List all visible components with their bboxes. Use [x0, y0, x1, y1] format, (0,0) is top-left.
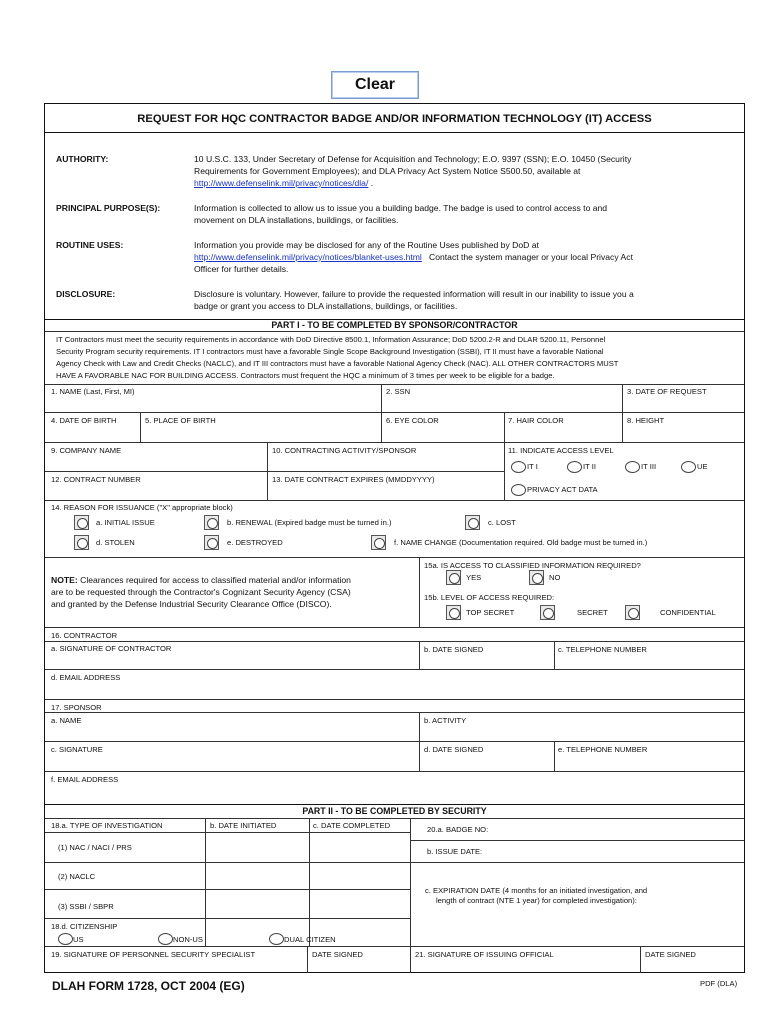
- sponsor-name-label: a. NAME: [51, 716, 82, 725]
- contractor-phone-field[interactable]: [556, 655, 743, 669]
- clear-button[interactable]: Clear: [331, 71, 419, 99]
- inv-nac-label: (1) NAC / NACI / PRS: [58, 843, 132, 852]
- sponsor-email-field[interactable]: [46, 786, 743, 800]
- it3-radio[interactable]: [625, 461, 640, 473]
- pob-field[interactable]: [142, 428, 380, 442]
- confidential-label: CONFIDENTIAL: [660, 608, 716, 617]
- ue-radio[interactable]: [681, 461, 696, 473]
- stolen-label: d. STOLEN: [96, 538, 135, 547]
- classified-no-checkbox[interactable]: [529, 570, 544, 585]
- citizen-dual-radio[interactable]: [269, 933, 284, 945]
- expiration-date-line1: c. EXPIRATION DATE (4 months for an initiated investigation, and: [425, 886, 648, 895]
- purpose-label: PRINCIPAL PURPOSE(S):: [56, 203, 161, 213]
- contractor-date-field[interactable]: [421, 655, 553, 669]
- disclosure-line1: Disclosure is voluntary. However, failure to provide the requested information will result in our inability to issue you a: [194, 289, 634, 299]
- contractor-email-label: d. EMAIL ADDRESS: [51, 673, 121, 682]
- intro-line4: HAVE A FAVORABLE NAC FOR BUILDING ACCESS. Contractors must frequent the HQC a minimum of 3 times per week to be eligible for a badge.: [56, 371, 555, 380]
- ue-label: UE: [697, 462, 708, 471]
- citizen-dual-label: DUAL CITIZEN: [284, 935, 336, 944]
- note-line3: and granted by the Defense Industrial Security Clearance Office (DISCO).: [51, 599, 332, 609]
- contractor-phone-label: c. TELEPHONE NUMBER: [558, 645, 647, 654]
- request-date-field[interactable]: [624, 398, 743, 412]
- purpose-line1: Information is collected to allow us to issue you a building badge. The badge is used to control access to and: [194, 203, 608, 213]
- intro-line1: IT Contractors must meet the security requirements in accordance with DoD Directive 8500.1, Information Assurance; DoD 5200.2-R and DLAR 5200.11, Personnel: [56, 335, 606, 344]
- investigation-type-label: 18.a. TYPE OF INVESTIGATION: [51, 821, 163, 830]
- intro-line3: Agency Check with Law and Credit Checks (NACLC), and IT III contractors must have a favorable National Agency Check (NAC). ALL OTHER CONTRACTORS MUST: [56, 359, 619, 368]
- classified-yes-label: YES: [466, 573, 482, 582]
- request-date-label: 3. DATE OF REQUEST: [627, 387, 707, 396]
- access-level-required-label: 15b. LEVEL OF ACCESS REQUIRED:: [424, 593, 555, 602]
- secret-label: SECRET: [577, 608, 608, 617]
- sponsor-activity-field[interactable]: [421, 727, 743, 741]
- it2-label: IT II: [583, 462, 596, 471]
- sponsor-signature-label: c. SIGNATURE: [51, 745, 103, 754]
- sponsor-section-label: 17. SPONSOR: [51, 703, 102, 712]
- company-field[interactable]: [46, 457, 266, 471]
- disclosure-label: DISCLOSURE:: [56, 289, 116, 299]
- authority-line2: Requirements for Government Employees); and DLA Privacy Act System Notice S500.50, available at: [194, 166, 581, 176]
- ssn-label: 2. SSN: [386, 387, 411, 396]
- form-id: DLAH FORM 1728, OCT 2004 (EG): [52, 979, 245, 993]
- sponsor-phone-field[interactable]: [556, 756, 743, 770]
- date-initiated-label: b. DATE INITIATED: [210, 821, 277, 830]
- privacy-act-label: PRIVACY ACT DATA: [527, 485, 598, 494]
- citizen-us-radio[interactable]: [58, 933, 73, 945]
- routine-line3: Officer for further details.: [194, 264, 289, 274]
- authority-link[interactable]: http://www.defenselink.mil/privacy/notices/dla/: [194, 178, 369, 188]
- classified-yes-checkbox[interactable]: [446, 570, 461, 585]
- part2-header: PART II - TO BE COMPLETED BY SECURITY: [302, 806, 487, 816]
- citizen-nonus-radio[interactable]: [158, 933, 173, 945]
- note-line2: are to be requested through the Contractor's Cognizant Security Agency (CSA): [51, 587, 351, 597]
- inv-ssbi-label: (3) SSBI / SBPR: [58, 902, 114, 911]
- height-field[interactable]: [624, 428, 743, 442]
- confidential-checkbox[interactable]: [625, 605, 640, 620]
- contractor-date-label: b. DATE SIGNED: [424, 645, 484, 654]
- sponsor-date-label: d. DATE SIGNED: [424, 745, 484, 754]
- contractor-section-label: 16. CONTRACTOR: [51, 631, 118, 640]
- lost-checkbox[interactable]: [465, 515, 480, 530]
- issuing-date-label: DATE SIGNED: [645, 950, 696, 959]
- hair-color-label: 7. HAIR COLOR: [508, 416, 564, 425]
- it2-radio[interactable]: [567, 461, 582, 473]
- date-completed-label: c. DATE COMPLETED: [313, 821, 391, 830]
- name-label: 1. NAME (Last, First, MI): [51, 387, 135, 396]
- contractor-signature-label: a. SIGNATURE OF CONTRACTOR: [51, 644, 172, 653]
- contracting-activity-field[interactable]: [269, 457, 503, 471]
- note-line1: Clearances required for access to classified material and/or information: [77, 575, 351, 585]
- renewal-label: b. RENEWAL (Expired badge must be turned in.): [227, 518, 392, 527]
- purpose-line2: movement on DLA installations, buildings, or facilities.: [194, 215, 399, 225]
- issue-date-label: b. ISSUE DATE:: [427, 847, 483, 856]
- contractor-email-field[interactable]: [46, 684, 743, 698]
- form-title: REQUEST FOR HQC CONTRACTOR BADGE AND/OR INFORMATION TECHNOLOGY (IT) ACCESS: [137, 113, 652, 125]
- name-field[interactable]: [46, 398, 380, 412]
- stolen-checkbox[interactable]: [74, 535, 89, 550]
- top-secret-checkbox[interactable]: [446, 605, 461, 620]
- contractor-signature-field[interactable]: [46, 655, 419, 669]
- sponsor-date-field[interactable]: [421, 756, 553, 770]
- pob-label: 5. PLACE OF BIRTH: [145, 416, 216, 425]
- classified-no-label: NO: [549, 573, 561, 582]
- eye-color-field[interactable]: [383, 428, 503, 442]
- lost-label: c. LOST: [488, 518, 516, 527]
- ssn-field[interactable]: [383, 398, 621, 412]
- routine-link[interactable]: http://www.defenselink.mil/privacy/notices/blanket-uses.html: [194, 252, 422, 262]
- privacy-act-radio[interactable]: [511, 484, 526, 496]
- authority-line1: 10 U.S.C. 133, Under Secretary of Defense for Acquisition and Technology; E.O. 9397 (SSN); E.O. 10450 (Security: [194, 154, 632, 164]
- pdf-label: PDF (DLA): [700, 979, 738, 988]
- sponsor-phone-label: e. TELEPHONE NUMBER: [558, 745, 648, 754]
- sponsor-signature-field[interactable]: [46, 756, 419, 770]
- routine-line1: Information you provide may be disclosed for any of the Routine Uses published by DoD at: [194, 240, 539, 250]
- destroyed-checkbox[interactable]: [204, 535, 219, 550]
- name-change-label: f. NAME CHANGE (Documentation required. Old badge must be turned in.): [394, 538, 648, 547]
- it1-label: IT I: [527, 462, 538, 471]
- specialist-date-label: DATE SIGNED: [312, 950, 363, 959]
- authority-tail: .: [368, 178, 374, 188]
- routine-line2: Contact the system manager or your local Privacy Act: [429, 252, 633, 262]
- height-label: 8. HEIGHT: [627, 416, 665, 425]
- contract-number-label: 12. CONTRACT NUMBER: [51, 475, 141, 484]
- dob-field[interactable]: [46, 428, 139, 442]
- name-change-checkbox[interactable]: [371, 535, 386, 550]
- company-label: 9. COMPANY NAME: [51, 446, 122, 455]
- sponsor-name-field[interactable]: [46, 727, 419, 741]
- classified-access-label: 15a. IS ACCESS TO CLASSIFIED INFORMATION REQUIRED?: [424, 561, 641, 570]
- citizen-nonus-label: NON-US: [173, 935, 203, 944]
- intro-line2: Security Program security requirements. IT I contractors must have a favorable Single Scope Background Investigation (SSBI), IT II must have a favorable National: [56, 347, 604, 356]
- issuing-official-label: 21. SIGNATURE OF ISSUING OFFICIAL: [415, 950, 554, 959]
- specialist-signature-label: 19. SIGNATURE OF PERSONNEL SECURITY SPECIALIST: [51, 950, 256, 959]
- hair-color-field[interactable]: [506, 428, 621, 442]
- reason-label: 14. REASON FOR ISSUANCE ("X" appropriate block): [51, 503, 233, 512]
- note-label: NOTE:: [51, 575, 78, 585]
- citizenship-label: 18.d. CITIZENSHIP: [51, 922, 118, 931]
- access-level-label: 11. INDICATE ACCESS LEVEL: [508, 446, 614, 455]
- sponsor-activity-label: b. ACTIVITY: [424, 716, 467, 725]
- destroyed-label: e. DESTROYED: [227, 538, 283, 547]
- inv-naclc-label: (2) NACLC: [58, 872, 96, 881]
- renewal-checkbox[interactable]: [204, 515, 219, 530]
- secret-checkbox[interactable]: [540, 605, 555, 620]
- top-secret-label: TOP SECRET: [466, 608, 515, 617]
- disclosure-line2: badge or grant you access to DLA installations, buildings, or facilities.: [194, 301, 458, 311]
- dob-label: 4. DATE OF BIRTH: [51, 416, 117, 425]
- expiration-date-line2: length of contract (NTE 1 year) for completed investigation):: [436, 896, 637, 905]
- eye-color-label: 6. EYE COLOR: [386, 416, 439, 425]
- initial-issue-checkbox[interactable]: [74, 515, 89, 530]
- contract-expires-field[interactable]: [269, 486, 503, 500]
- part1-header: PART I - TO BE COMPLETED BY SPONSOR/CONTRACTOR: [271, 320, 518, 330]
- initial-issue-label: a. INITIAL ISSUE: [96, 518, 155, 527]
- it3-label: IT III: [641, 462, 657, 471]
- badge-no-label: 20.a. BADGE NO:: [427, 825, 489, 834]
- contracting-activity-label: 10. CONTRACTING ACTIVITY/SPONSOR: [272, 446, 417, 455]
- contract-number-field[interactable]: [46, 486, 266, 500]
- contract-expires-label: 13. DATE CONTRACT EXPIRES (MMDDYYYY): [272, 475, 435, 484]
- sponsor-email-label: f. EMAIL ADDRESS: [51, 775, 119, 784]
- authority-label: AUTHORITY:: [56, 154, 109, 164]
- citizen-us-label: US: [73, 935, 84, 944]
- it1-radio[interactable]: [511, 461, 526, 473]
- routine-label: ROUTINE USES:: [56, 240, 124, 250]
